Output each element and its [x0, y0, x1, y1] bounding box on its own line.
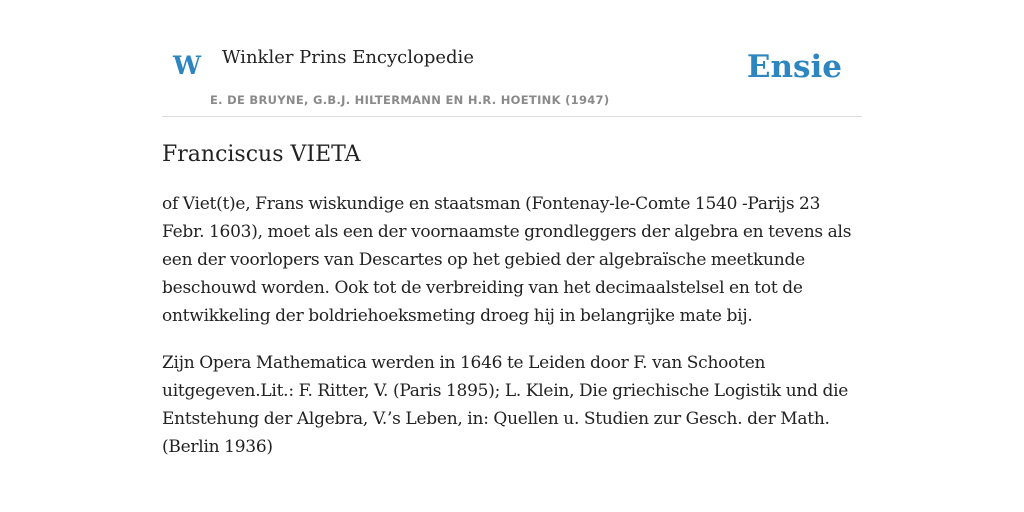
paragraph-line: of Viet(t)e, Frans wiskundige en staatsman (Fontenay-le-Comte 1540 -Parijs 23 [162, 194, 821, 214]
article-paragraph-2 [162, 349, 862, 461]
encyclopedia-title[interactable]: Winkler Prins Encyclopedie [222, 47, 474, 68]
paragraph-line: Entstehung der Algebra, V.’s Leben, in: Quellen u. Studien zur Gesch. der Math. [162, 409, 830, 429]
article-paragraph-1 [162, 190, 862, 330]
paragraph-line: uitgegeven.Lit.: F. Ritter, V. (Paris 1895); L. Klein, Die griechische Logistik und die [162, 381, 849, 401]
paragraph-line: Zijn Opera Mathematica werden in 1646 te Leiden door F. van Schooten [162, 353, 766, 373]
paragraph-line: een der voorlopers van Descartes op het gebied der algebraïsche meetkunde [162, 250, 805, 270]
paragraph-line: Febr. 1603), moet als een der voornaamste grondleggers der algebra en tevens als [162, 222, 852, 242]
encyclopedia-header [162, 38, 862, 117]
ensie-brand-logo[interactable]: Ensie [746, 49, 842, 85]
winkler-prins-logo-icon[interactable]: W [173, 51, 202, 80]
article-title: Franciscus VIETA [162, 142, 361, 167]
paragraph-line: ontwikkeling der boldriehoeksmeting droeg hij in belangrijke mate bij. [162, 306, 753, 326]
paragraph-line: beschouwd worden. Ook tot de verbreiding van het decimaalstelsel en tot de [162, 278, 803, 298]
paragraph-line: (Berlin 1936) [162, 437, 273, 457]
article [162, 140, 862, 480]
encyclopedia-authors: E. DE BRUYNE, G.B.J. HILTERMANN EN H.R. HOETINK (1947) [210, 93, 610, 107]
